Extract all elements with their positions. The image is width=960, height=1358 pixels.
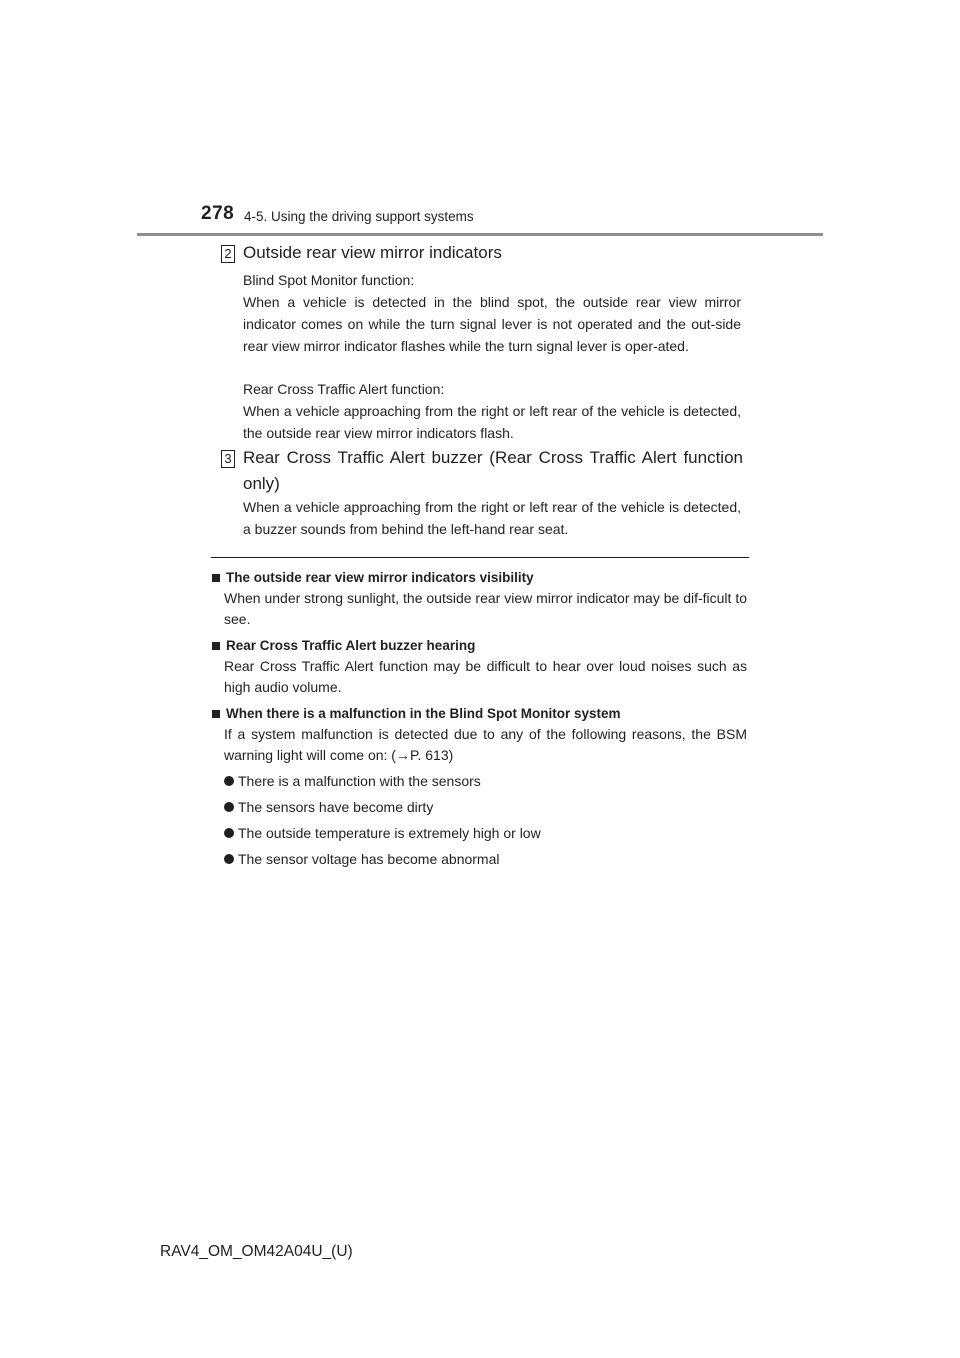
bullet-dot-icon <box>224 776 234 786</box>
square-bullet-icon <box>212 642 220 650</box>
page-number: 278 <box>201 203 235 224</box>
header-rule <box>137 233 823 236</box>
item-description <box>243 378 741 444</box>
paragraph-text: When a vehicle approaching from the right or left rear of the vehicle is detected, the outside rear view mirror indicators flash. <box>243 403 741 441</box>
paragraph-text: When a vehicle is detected in the blind spot, the outside rear view mirror indicator comes on while the turn signal lever is not operated and the out-side rear view mirror indicator flashes while the turn signal lever is oper-ated. <box>243 294 741 354</box>
list-item: The sensors have become dirty <box>224 797 433 817</box>
note-title: When there is a malfunction in the Blind Spot Monitor system <box>211 704 747 724</box>
bullet-dot-icon <box>224 828 234 838</box>
section-title: 4-5. Using the driving support systems <box>244 209 474 224</box>
note-title: Rear Cross Traffic Alert buzzer hearing <box>211 636 747 656</box>
list-item: There is a malfunction with the sensors <box>224 771 481 791</box>
square-bullet-icon <box>212 574 220 582</box>
document-code: RAV4_OM_OM42A04U_(U) <box>160 1243 353 1260</box>
item-number-badge: 2 <box>221 245 235 263</box>
note-title: The outside rear view mirror indicators visibility <box>211 568 747 588</box>
item-heading: Outside rear view mirror indicators <box>243 243 502 262</box>
bullet-dot-icon <box>224 802 234 812</box>
item-description: When a vehicle approaching from the right or left rear of the vehicle is detected, a buzzer sounds from behind the left-hand rear seat. <box>243 499 741 537</box>
list-item: The sensor voltage has become abnormal <box>224 849 499 869</box>
list-item: The outside temperature is extremely high or low <box>224 823 541 843</box>
note-text: Rear Cross Traffic Alert function may be difficult to hear over loud noises such as high audio volume. <box>224 658 747 695</box>
square-bullet-icon <box>212 710 220 718</box>
bullet-dot-icon <box>224 854 234 864</box>
note-text: If a system malfunction is detected due to any of the following reasons, the BSM warning light will come on: (→P. 613) <box>224 726 747 763</box>
section-divider <box>211 557 749 558</box>
item-number-badge: 3 <box>221 450 235 468</box>
item-description <box>243 269 741 357</box>
paragraph-label: Blind Spot Monitor function: <box>243 272 415 288</box>
paragraph-label: Rear Cross Traffic Alert function: <box>243 381 445 397</box>
item-heading: Rear Cross Traffic Alert buzzer (Rear Cross Traffic Alert function only) <box>243 448 743 493</box>
note-block <box>211 636 747 698</box>
note-text: When under strong sunlight, the outside rear view mirror indicator may be dif-ficult to see. <box>224 590 747 627</box>
note-block <box>211 704 747 766</box>
note-block <box>211 568 747 630</box>
